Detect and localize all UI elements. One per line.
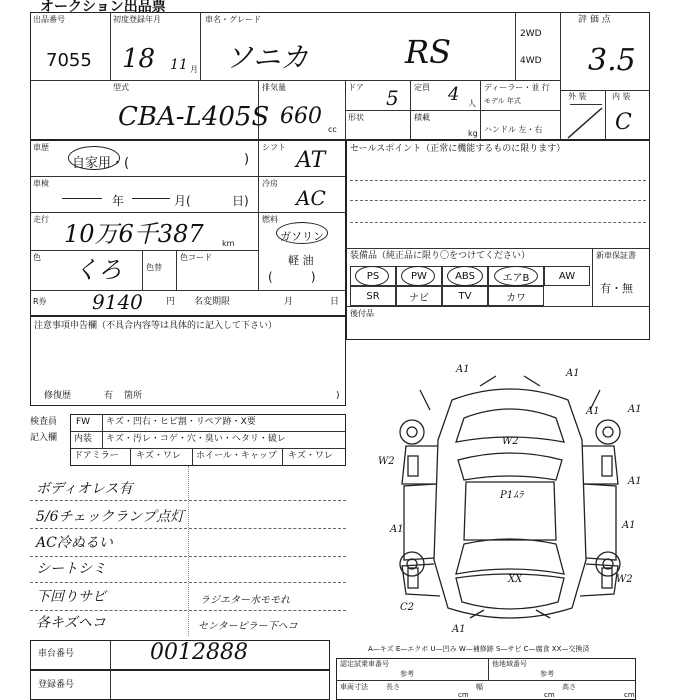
mark-w2-3: W2 bbox=[616, 574, 633, 585]
inspection-day: 日) bbox=[232, 194, 249, 208]
ps-circle bbox=[355, 266, 389, 286]
equip-leather: カワ bbox=[488, 286, 544, 306]
load-unit: kg bbox=[468, 129, 478, 138]
repair-value: 有 bbox=[104, 391, 114, 401]
other-label: 他地域番号 bbox=[492, 660, 527, 668]
equip-aw: AW bbox=[544, 266, 590, 286]
model-code: CBA-L405S bbox=[118, 102, 270, 132]
size-label: 車両寸法 bbox=[340, 683, 368, 691]
sales-block bbox=[346, 140, 650, 340]
fuel: ガソリン bbox=[280, 230, 324, 243]
capacity: 4 bbox=[448, 84, 460, 105]
note-3: AC冷ぬるい bbox=[36, 535, 113, 551]
inspector-mirror: ドアミラー bbox=[74, 451, 119, 461]
color-change-label: 色替 bbox=[146, 263, 162, 272]
inspector-wheel-items: キズ・ワレ bbox=[288, 451, 333, 461]
diagram-legend: A—キズ E—エクボ U—凹み W—補修跡 S—サビ C—腐食 XX—交換済 bbox=[368, 645, 590, 653]
displacement-label: 排気量 bbox=[262, 83, 286, 92]
name-change-label: 名変期限 bbox=[194, 297, 231, 307]
equipment-label: 装備品（純正品に限り〇をつけてください） bbox=[350, 251, 531, 261]
mileage-label: 走行 bbox=[33, 215, 49, 224]
listing-number: 7055 bbox=[46, 50, 92, 71]
reg-month: 11 bbox=[170, 57, 188, 73]
score-label: 評 価 点 bbox=[578, 15, 611, 25]
reg-month-unit: 月 bbox=[190, 65, 198, 74]
inspector-mirror-items: キズ・ワレ bbox=[136, 451, 181, 461]
ac-label: 冷房 bbox=[262, 179, 278, 188]
displacement: 660 bbox=[280, 104, 322, 129]
ref-2: 参考 bbox=[540, 670, 554, 678]
drive-4wd: 4WD bbox=[520, 56, 542, 66]
inspection-year: 年 bbox=[112, 194, 125, 208]
displacement-unit: cc bbox=[328, 125, 337, 134]
mark-w2-2: W2 bbox=[378, 456, 395, 467]
model-label: 型式 bbox=[113, 83, 129, 92]
car-name: ソニカ bbox=[225, 41, 309, 74]
inspector-label-1: 検査員 bbox=[30, 417, 58, 427]
doors: 5 bbox=[386, 86, 399, 110]
pw-circle bbox=[401, 266, 435, 286]
ac: AC bbox=[296, 186, 326, 210]
note-5: 下回りサビ bbox=[36, 589, 106, 605]
color-code-label: 色コード bbox=[180, 253, 212, 262]
equip-airbag: エアB bbox=[488, 266, 544, 286]
equip-navi: ナビ bbox=[396, 286, 442, 306]
mileage-unit: km bbox=[222, 239, 235, 248]
note-right-1: ラジエター水モモれ bbox=[200, 595, 290, 606]
mark-c2: C2 bbox=[400, 602, 415, 613]
reg-year: 18 bbox=[122, 44, 156, 74]
dealer-label: ディーラー・並 行 bbox=[484, 83, 550, 92]
shift-label: シフト bbox=[262, 143, 286, 152]
mark-a1-8: A1 bbox=[586, 406, 600, 417]
note-2: 5/6チェックランプ点灯 bbox=[36, 509, 185, 525]
drive-2wd: 2WD bbox=[520, 29, 542, 39]
mark-a1-7: A1 bbox=[452, 624, 466, 635]
fuel-circle bbox=[276, 222, 328, 244]
car-damage-diagram bbox=[360, 360, 660, 650]
interior-grade: C bbox=[615, 110, 632, 135]
shift: AT bbox=[296, 148, 326, 173]
dealer-reg-label: 認定試乗車番号 bbox=[340, 660, 389, 668]
sales-point-label: セールスポイント（正常に機能するものに限ります） bbox=[350, 144, 566, 154]
recycle-value: 9140 bbox=[92, 290, 143, 314]
ref-1: 参考 bbox=[400, 670, 414, 678]
chassis-label: 車台番号 bbox=[38, 649, 75, 659]
mark-a1-5: A1 bbox=[622, 520, 636, 531]
chassis-number: 0012888 bbox=[150, 640, 248, 665]
inspector-fw: FW bbox=[76, 417, 91, 427]
name-change-day: 日 bbox=[330, 297, 340, 307]
interior-label: 内 装 bbox=[612, 92, 631, 101]
cm-2: cm bbox=[544, 691, 555, 699]
shape-label: 形状 bbox=[348, 113, 364, 122]
mark-a1-6: A1 bbox=[390, 524, 404, 535]
abs-circle bbox=[447, 266, 483, 286]
doors-label: ドア bbox=[348, 83, 364, 92]
first-reg-label: 初度登録年月 bbox=[113, 15, 161, 24]
use-close: ) bbox=[244, 152, 250, 167]
repair-place: 箇所 bbox=[124, 391, 143, 401]
equip-tv: TV bbox=[442, 286, 488, 306]
handle-label: ハンドル 左・右 bbox=[484, 125, 543, 134]
color: くろ bbox=[74, 256, 122, 284]
mark-w2-1: W2 bbox=[502, 436, 519, 447]
fuel-label: 燃料 bbox=[262, 215, 278, 224]
mark-a1-1: A1 bbox=[456, 364, 470, 375]
score: 3.5 bbox=[588, 43, 636, 78]
equip-pw: PW bbox=[396, 266, 442, 286]
inspector-interior-items: キズ・汚レ・コゲ・穴・臭い・ヘタリ・破レ bbox=[106, 434, 286, 444]
height-label: 高さ bbox=[562, 683, 576, 691]
equip-sr: SR bbox=[350, 286, 396, 306]
mark-xx: XX bbox=[508, 574, 523, 585]
new-car-warranty: 有・無 bbox=[600, 282, 633, 295]
grade: RS bbox=[405, 33, 452, 71]
mark-p1: P1ﾑﾗ bbox=[500, 490, 524, 501]
inspection-label: 車検 bbox=[33, 179, 49, 188]
mark-a1-3: A1 bbox=[628, 404, 642, 415]
inspector-interior: 内装 bbox=[74, 434, 93, 444]
repair-close: ) bbox=[336, 391, 340, 401]
notes-label: 注意事項申告欄（不具合内容等は具体的に記入して下さい） bbox=[34, 321, 278, 331]
listing-number-label: 出品番号 bbox=[33, 15, 65, 24]
equip-abs: ABS bbox=[442, 266, 488, 286]
use-circle bbox=[68, 146, 120, 170]
mileage: 10万6千387 bbox=[64, 220, 204, 248]
exterior-grade-mark bbox=[562, 104, 606, 140]
capacity-label: 定員 bbox=[414, 83, 430, 92]
recycle-label: R券 bbox=[33, 297, 47, 306]
note-4: シートシミ bbox=[36, 561, 106, 577]
note-6: 各キズヘコ bbox=[36, 615, 106, 631]
load-label: 積載 bbox=[414, 113, 430, 122]
inspector-wheel: ホイール・キャップ bbox=[196, 451, 277, 461]
inspector-fw-items: キズ・凹右・ヒビ割・リペア跡・X要 bbox=[106, 417, 256, 427]
exterior-label: 外 装 bbox=[568, 92, 587, 101]
airbag-circle bbox=[494, 266, 538, 286]
inspector-label-2: 記入欄 bbox=[30, 433, 58, 443]
model-year-label: モデル 年式 bbox=[484, 97, 521, 105]
cm-3: cm bbox=[624, 691, 635, 699]
form-title: オークション出品票 bbox=[40, 0, 166, 15]
new-car-warranty-label: 新車保証書 bbox=[596, 251, 636, 260]
name-change-month: 月 bbox=[284, 297, 294, 307]
use-label: 車歴 bbox=[33, 143, 49, 152]
cm-1: cm bbox=[458, 691, 469, 699]
equip-ps: PS bbox=[350, 266, 396, 286]
note-right-2: センターピラー下ヘコ bbox=[198, 621, 298, 632]
width-label: 幅 bbox=[476, 683, 483, 691]
reg-box bbox=[30, 670, 330, 700]
repair-label: 修復歴 bbox=[44, 391, 72, 401]
capacity-unit: 人 bbox=[468, 99, 476, 108]
length-label: 長さ bbox=[386, 683, 400, 691]
after-parts-label: 後付品 bbox=[350, 309, 374, 318]
note-1: ボディオレス有 bbox=[36, 481, 133, 497]
color-label: 色 bbox=[33, 253, 41, 262]
use-value: 自家用・( bbox=[72, 156, 130, 171]
mark-a1-2: A1 bbox=[566, 368, 580, 379]
car-name-label: 車名・グレード bbox=[205, 15, 261, 24]
recycle-unit: 円 bbox=[166, 297, 176, 307]
mark-a1-4: A1 bbox=[628, 476, 642, 487]
fuel-light: 軽 油 bbox=[288, 254, 314, 267]
reg-label: 登録番号 bbox=[38, 680, 75, 690]
inspection-month: 月( bbox=[174, 194, 191, 208]
